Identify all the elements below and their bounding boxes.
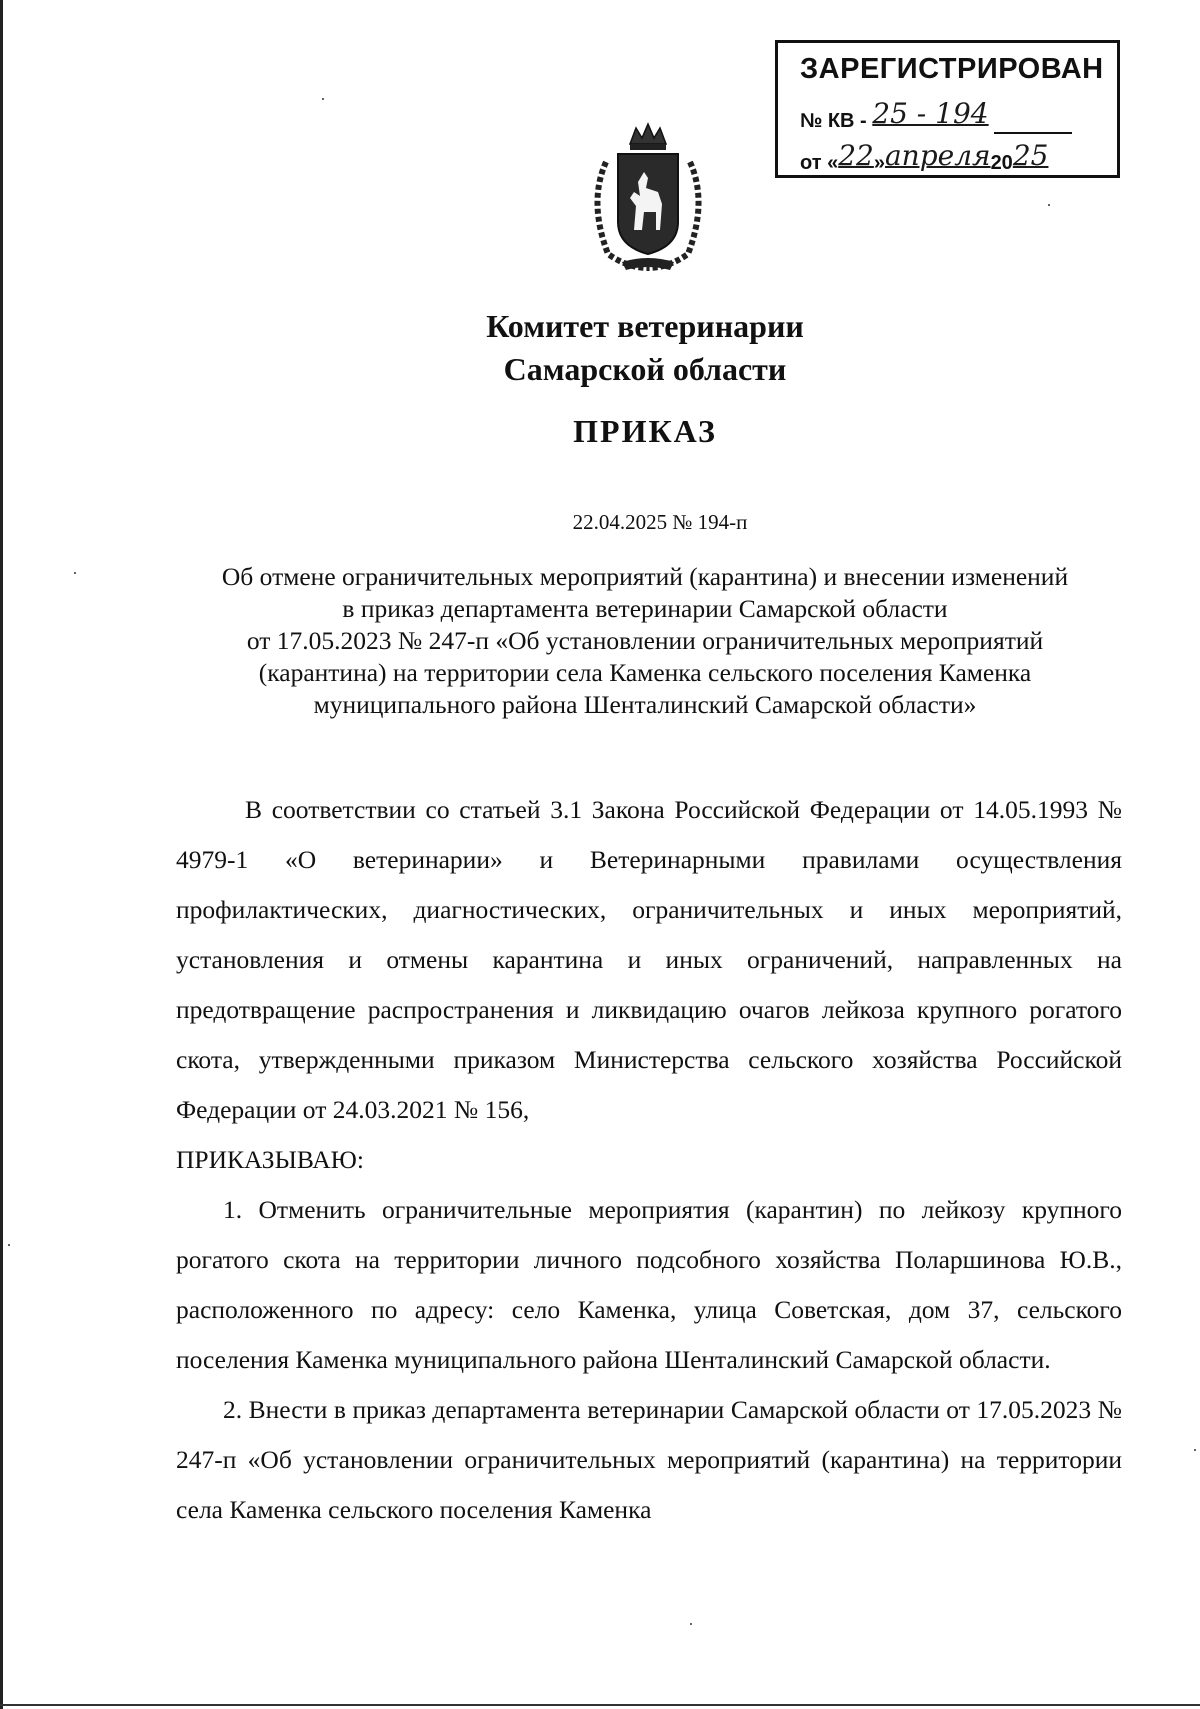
stamp-number-prefix: № КВ -	[800, 110, 867, 132]
subject-line-3: от 17.05.2023 № 247-п «Об установлении ограничительных мероприятий	[246, 626, 1044, 655]
scan-speck	[1048, 204, 1050, 206]
registration-stamp	[775, 40, 1120, 178]
committee-line-1: Комитет ветеринарии	[486, 308, 804, 344]
stamp-date-prefix: от «	[800, 152, 839, 174]
subject-line-1: Об отмене ограничительных мероприятий (карантина) и внесении изменений	[221, 562, 1069, 591]
scan-speck	[8, 1244, 10, 1246]
committee-line-2: Самарской области	[503, 351, 787, 387]
stamp-date-day: 22	[838, 139, 874, 172]
scan-bottom-edge	[0, 1704, 1200, 1706]
samara-coat-of-arms-icon	[578, 122, 718, 274]
subject-line-4: (карантина) на территории села Каменка сельского поселения Каменка	[258, 658, 1032, 687]
committee-name	[0, 305, 1200, 391]
order-date-number: 22.04.2025 № 194-п	[572, 510, 748, 534]
stamp-number-handwritten: 25 - 194	[872, 97, 989, 130]
document-type: ПРИКАЗ	[573, 413, 717, 449]
stamp-date-year-prefix: 20	[990, 152, 1013, 174]
preamble-paragraph: В соответствии со статьей 3.1 Закона Российской Федерации от 14.05.1993 № 4979-1 «О ветеринарии» и Ветеринарными правилами осуществления профилактических, диагностических, ограничительных и иных мероприятий, установления и отмены карантина и иных ограничений, направленных на предотвращение распространения и ликвидацию очагов лейкоза крупного рогатого скота, утвержденными приказом Министерства сельского хозяйства Российской Федерации от 24.03.2021 № 156,	[176, 795, 1122, 1124]
order-body	[176, 785, 1122, 1535]
stamp-date-line	[800, 139, 1049, 176]
scan-speck	[690, 1623, 692, 1625]
scan-speck	[322, 98, 324, 100]
scan-speck	[74, 572, 76, 574]
stamp-number-line	[800, 97, 1072, 134]
subject-line-2: в приказ департамента ветеринарии Самарской области	[342, 594, 948, 623]
order-word: ПРИКАЗЫВАЮ:	[176, 1145, 364, 1174]
stamp-date-year: 25	[1012, 139, 1049, 172]
stamp-date-mid: »	[873, 152, 885, 174]
scan-speck	[1194, 1449, 1196, 1451]
stamp-title: ЗАРЕГИСТРИРОВАН	[800, 53, 1104, 85]
stamp-number-underline	[994, 131, 1072, 134]
subject-line-5: муниципального района Шенталинский Самарской области»	[313, 690, 977, 719]
scan-left-edge	[0, 0, 3, 1709]
order-subject	[130, 561, 1160, 721]
order-item-2: 2. Внести в приказ департамента ветеринарии Самарской области от 17.05.2023 № 247-п «Об установлении ограничительных мероприятий (карантина) на территории села Каменка сельского поселения Каменка	[176, 1395, 1122, 1524]
order-item-1: 1. Отменить ограничительные мероприятия (карантин) по лейкозу крупного рогатого скота на территории личного подсобного хозяйства Поларшинова Ю.В., расположенного по адресу: село Каменка, улица Советская, дом 37, сельского поселения Каменка муниципального района Шенталинский Самарской области.	[176, 1195, 1122, 1374]
stamp-date-month: апреля	[884, 139, 991, 172]
